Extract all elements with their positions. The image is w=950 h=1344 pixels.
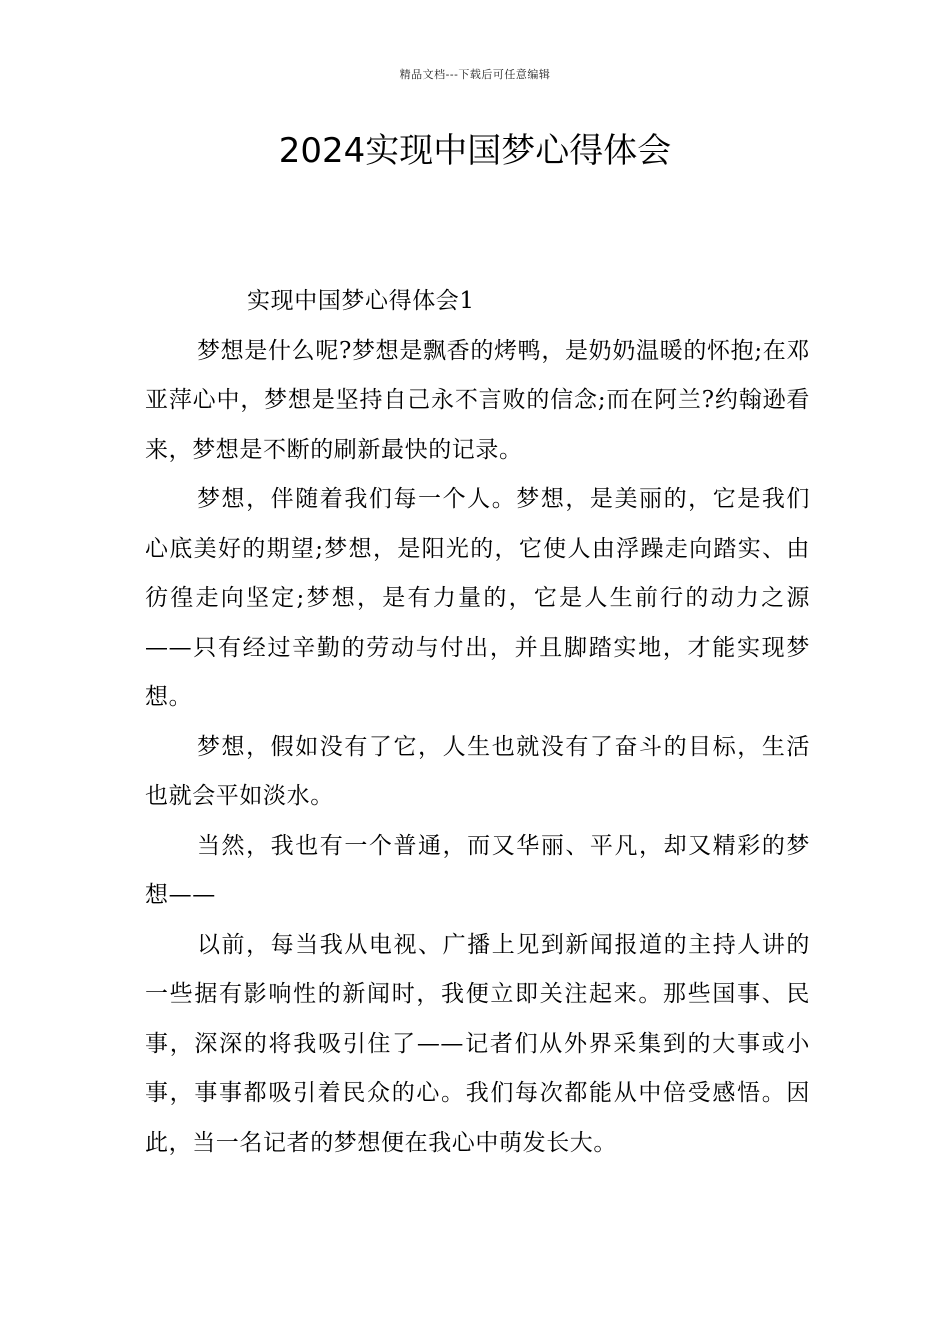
section-subtitle: 实现中国梦心得体会1: [247, 288, 475, 314]
header-note: 精品文档---下载后可任意编辑: [399, 68, 551, 81]
paragraph-5: 以前，每当我从电视、广播上见到新闻报道的主持人讲的一些据有影响性的新闻时，我便立即关注起来。那些国事、民事，深深的将我吸引住了——记者们从外界采集到的大事或小事，事事都吸引着民众的心。我们每次都能从中倍受感悟。因此，当一名记者的梦想便在我心中萌发长大。: [145, 931, 810, 1156]
paragraph-3: 梦想，假如没有了它，人生也就没有了奋斗的目标，生活也就会平如淡水。: [145, 733, 810, 809]
document-title: 2024实现中国梦心得体会: [278, 131, 672, 171]
document-body: [145, 277, 810, 1168]
paragraph-1: 梦想是什么呢?梦想是飘香的烤鸭，是奶奶温暖的怀抱;在邓亚萍心中，梦想是坚持自己永不言败的信念;而在阿兰?约翰逊看来，梦想是不断的刷新最快的记录。: [145, 337, 810, 463]
paragraph-4: 当然，我也有一个普通，而又华丽、平凡，却又精彩的梦想——: [145, 832, 810, 908]
paragraph-2: 梦想，伴随着我们每一个人。梦想，是美丽的，它是我们心底美好的期望;梦想，是阳光的，它使人由浮躁走向踏实、由彷徨走向坚定;梦想，是有力量的，它是人生前行的动力之源——只有经过辛勤的劳动与付出，并且脚踏实地，才能实现梦想。: [145, 486, 810, 710]
